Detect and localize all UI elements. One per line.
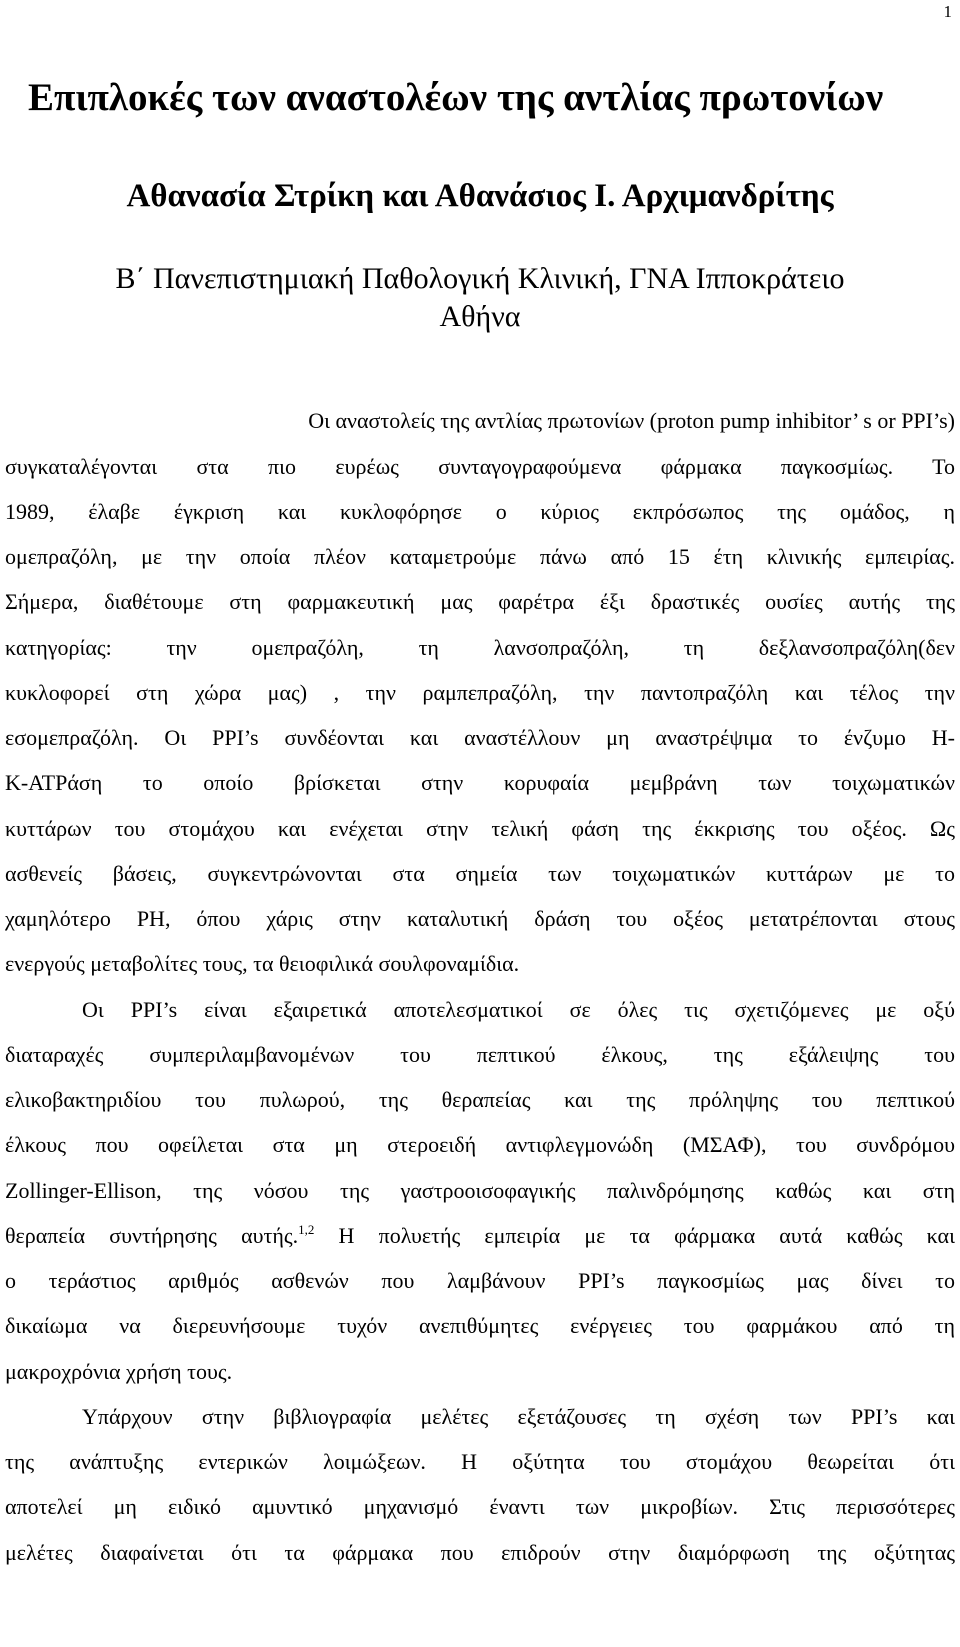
affiliation-line-1: Β΄ Πανεπιστημιακή Παθολογική Κλινική, ΓΝΑ Ιπποκράτειο [115, 262, 845, 295]
text-line: αποτελεί μη ειδικό αμυντικό μηχανισμό έναντι των μικροβίων. Στις περισσότερες [5, 1494, 955, 1519]
text-line: ασθενείς βάσεις, συγκεντρώνονται στα σημεία των τοιχωματικών κυττάρων με το [5, 861, 955, 886]
text-line: χαμηλότερο PH, όπου χάρις στην καταλυτική δράση του οξέος μετατρέπονται στους [5, 906, 955, 931]
text-line: Υπάρχουν στην βιβλιογραφία μελέτες εξετάζουσες τη σχέση των PPI’s και [82, 1404, 955, 1429]
text-line: κατηγορίας: την ομεπραζόλη, τη λανσοπραζόλη, τη δεξλανσοπραζόλη(δεν [5, 635, 955, 660]
text-line: της ανάπτυξης εντερικών λοιμώξεων. Η οξύτητα του στομάχου θεωρείται ότι [5, 1449, 955, 1474]
text-line: μελέτες διαφαίνεται ότι τα φάρμακα που επιδρούν στην διαμόρφωση της οξύτητας [5, 1540, 955, 1565]
text-line: διαταραχές συμπεριλαμβανομένων του πεπτικού έλκους, της εξάλειψης του [5, 1042, 955, 1067]
text-line: 1989, έλαβε έγκριση και κυκλοφόρησε ο κύριος εκπρόσωπος της ομάδος, η [5, 499, 955, 524]
citation-superscript: 1,2 [298, 1222, 315, 1237]
text-line: μακροχρόνια χρήση τους. [5, 1359, 233, 1384]
text-line: ομεπραζόλη, με την οποία πλέον καταμετρούμε πάνω από 15 έτη κλινικής εμπειρίας. [5, 544, 955, 569]
text-line: δικαίωμα να διερευνήσουμε τυχόν ανεπιθύμητες ενέργειες του φαρμάκου από τη [5, 1313, 955, 1338]
text-line: Σήμερα, διαθέτουμε στη φαρμακευτική μας φαρέτρα έξι δραστικές ουσίες αυτής της [5, 589, 955, 614]
authors: Αθανασία Στρίκη και Αθανάσιος Ι. Αρχιμανδρίτης [126, 178, 834, 214]
text-line: ενεργούς μεταβολίτες τους, τα θειοφιλικά σουλφοναμίδια. [5, 951, 520, 976]
text-line: εσομεπραζόλη. Οι PPI’s συνδέονται και αναστέλλουν μη αναστρέψιμα το ένζυμο Η- [5, 725, 955, 750]
text-line: ο τεράστιος αριθμός ασθενών που λαμβάνουν PPI’s παγκοσμίως μας δίνει το [5, 1268, 955, 1293]
document-title: Επιπλοκές των αναστολέων της αντλίας πρωτονίων [28, 76, 884, 119]
text-line: συγκαταλέγονται στα πιο ευρέως συνταγογραφούμενα φάρμακα παγκοσμίως. Το [5, 454, 955, 479]
text-line: Οι PPI’s είναι εξαιρετικά αποτελεσματικοί σε όλες τις σχετιζόμενες με οξύ [82, 997, 955, 1022]
text-line [5, 1221, 955, 1251]
affiliation-line-2: Αθήνα [439, 300, 521, 333]
page-number: 1 [943, 2, 952, 21]
text-line: Κ-ΑΤΡάση το οποίο βρίσκεται στην κορυφαία μεμβράνη των τοιχωματικών [5, 770, 955, 795]
text-line: Zollinger-Ellison, της νόσου της γαστροοισοφαγικής παλινδρόμησης καθώς και στη [5, 1178, 955, 1203]
text-line: Οι αναστολείς της αντλίας πρωτονίων (proton pump inhibitor’ s or PPI’s) [308, 408, 955, 433]
text-line: κυκλοφορεί στη χώρα μας) , την ραμπεπραζόλη, την παντοπραζόλη και τέλος την [5, 680, 955, 705]
text-line: ελικοβακτηριδίου του πυλωρού, της θεραπείας και της πρόληψης του πεπτικού [5, 1087, 955, 1112]
text-line: έλκους που οφείλεται στα μη στεροειδή αντιφλεγμονώδη (ΜΣΑΦ), του συνδρόμου [5, 1132, 955, 1157]
text-line: κυττάρων του στομάχου και ενέχεται στην τελική φάση της έκκρισης του οξέος. Ως [5, 816, 955, 841]
text-segment: θεραπεία συντήρησης αυτής. [5, 1223, 299, 1248]
text-segment: Η πολυετής εμπειρία με τα φάρμακα αυτά καθώς και [314, 1223, 955, 1248]
